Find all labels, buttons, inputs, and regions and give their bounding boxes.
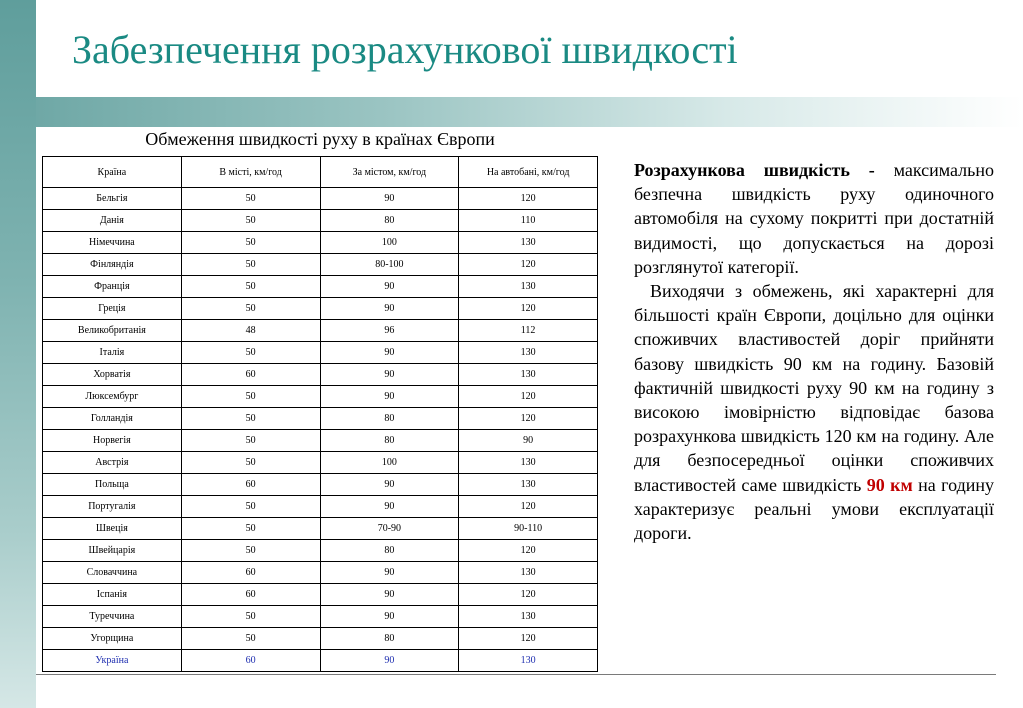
cell-city: 50 bbox=[181, 430, 320, 452]
cell-country: Фінляндія bbox=[43, 254, 182, 276]
header-autobahn: На автобані, км/год bbox=[459, 157, 598, 188]
cell-autobahn: 130 bbox=[459, 562, 598, 584]
bottom-divider bbox=[36, 674, 996, 675]
cell-outside-city: 90 bbox=[320, 584, 459, 606]
cell-city: 50 bbox=[181, 188, 320, 210]
table-row bbox=[43, 430, 598, 452]
cell-outside-city: 90 bbox=[320, 606, 459, 628]
cell-autobahn: 120 bbox=[459, 408, 598, 430]
cell-outside-city: 70-90 bbox=[320, 518, 459, 540]
cell-country: Люксембург bbox=[43, 386, 182, 408]
definition-paragraph bbox=[634, 158, 994, 279]
cell-country: Греція bbox=[43, 298, 182, 320]
cell-outside-city: 80-100 bbox=[320, 254, 459, 276]
title-gradient-band bbox=[36, 97, 1023, 127]
table-row bbox=[43, 584, 598, 606]
table-row bbox=[43, 606, 598, 628]
cell-outside-city: 90 bbox=[320, 474, 459, 496]
rationale-body-start: Виходячи з обмежень, які характерні для більшості країн Європи, доцільно для оцінки споживчих властивостей доріг прийняти базову швидкість 90 км на годину. Базовій фактичній швидкості руху 90 км на годину з високою імовірністю відповідає базова розрахункова швидкість 120 км на годину. Але для безпосередньої оцінки споживчих властивостей саме швидкість bbox=[634, 281, 994, 495]
cell-city: 50 bbox=[181, 276, 320, 298]
cell-outside-city: 100 bbox=[320, 452, 459, 474]
cell-city: 50 bbox=[181, 408, 320, 430]
table-row bbox=[43, 474, 598, 496]
cell-country: Австрія bbox=[43, 452, 182, 474]
table-row bbox=[43, 408, 598, 430]
cell-country: Хорватія bbox=[43, 364, 182, 386]
cell-city: 50 bbox=[181, 628, 320, 650]
cell-city: 50 bbox=[181, 452, 320, 474]
highlighted-speed: 90 км bbox=[866, 474, 913, 495]
table-row bbox=[43, 650, 598, 672]
cell-country: Словаччина bbox=[43, 562, 182, 584]
cell-city: 60 bbox=[181, 650, 320, 672]
cell-country: Швеція bbox=[43, 518, 182, 540]
speed-limits-table bbox=[42, 156, 598, 672]
cell-outside-city: 90 bbox=[320, 276, 459, 298]
cell-autobahn: 130 bbox=[459, 232, 598, 254]
cell-outside-city: 100 bbox=[320, 232, 459, 254]
cell-country: Норвегія bbox=[43, 430, 182, 452]
cell-country: Україна bbox=[43, 650, 182, 672]
cell-city: 48 bbox=[181, 320, 320, 342]
slide-title: Забезпечення розрахункової швидкості bbox=[72, 27, 738, 72]
cell-autobahn: 130 bbox=[459, 364, 598, 386]
cell-country: Швейцарія bbox=[43, 540, 182, 562]
cell-autobahn: 120 bbox=[459, 386, 598, 408]
table-row bbox=[43, 342, 598, 364]
cell-country: Бельгія bbox=[43, 188, 182, 210]
header-outside-city: За містом, км/год bbox=[320, 157, 459, 188]
cell-country: Іспанія bbox=[43, 584, 182, 606]
cell-autobahn: 130 bbox=[459, 650, 598, 672]
cell-city: 50 bbox=[181, 342, 320, 364]
cell-outside-city: 80 bbox=[320, 408, 459, 430]
cell-country: Франція bbox=[43, 276, 182, 298]
table-row bbox=[43, 210, 598, 232]
definition-body: максимально безпечна швидкість руху одиночного автомобіля на сухому покритті при достатній видимості, що допускається на дорозі розглянутої категорії. bbox=[634, 160, 994, 277]
table-caption: Обмеження швидкості руху в країнах Європи bbox=[145, 129, 495, 149]
cell-autobahn: 120 bbox=[459, 540, 598, 562]
cell-autobahn: 120 bbox=[459, 188, 598, 210]
cell-city: 50 bbox=[181, 232, 320, 254]
cell-autobahn: 110 bbox=[459, 210, 598, 232]
table-row bbox=[43, 540, 598, 562]
cell-city: 50 bbox=[181, 496, 320, 518]
table-row bbox=[43, 298, 598, 320]
table-header-row bbox=[43, 157, 598, 188]
table-row bbox=[43, 496, 598, 518]
header-country: Країна bbox=[43, 157, 182, 188]
cell-autobahn: 90-110 bbox=[459, 518, 598, 540]
cell-country: Португалія bbox=[43, 496, 182, 518]
table-row bbox=[43, 364, 598, 386]
table-row bbox=[43, 320, 598, 342]
cell-outside-city: 90 bbox=[320, 496, 459, 518]
cell-outside-city: 80 bbox=[320, 430, 459, 452]
table-body bbox=[43, 188, 598, 672]
cell-outside-city: 90 bbox=[320, 562, 459, 584]
cell-outside-city: 80 bbox=[320, 210, 459, 232]
cell-autobahn: 120 bbox=[459, 254, 598, 276]
table-row bbox=[43, 276, 598, 298]
cell-country: Німеччина bbox=[43, 232, 182, 254]
table-row bbox=[43, 452, 598, 474]
cell-city: 50 bbox=[181, 298, 320, 320]
cell-city: 50 bbox=[181, 518, 320, 540]
cell-city: 50 bbox=[181, 606, 320, 628]
cell-city: 50 bbox=[181, 386, 320, 408]
description-text bbox=[634, 158, 994, 545]
cell-outside-city: 90 bbox=[320, 650, 459, 672]
cell-city: 60 bbox=[181, 584, 320, 606]
table-row bbox=[43, 386, 598, 408]
cell-city: 50 bbox=[181, 540, 320, 562]
cell-autobahn: 120 bbox=[459, 584, 598, 606]
cell-autobahn: 120 bbox=[459, 298, 598, 320]
cell-city: 60 bbox=[181, 474, 320, 496]
cell-autobahn: 90 bbox=[459, 430, 598, 452]
cell-outside-city: 90 bbox=[320, 364, 459, 386]
cell-country: Польща bbox=[43, 474, 182, 496]
cell-outside-city: 80 bbox=[320, 628, 459, 650]
cell-country: Туреччина bbox=[43, 606, 182, 628]
cell-outside-city: 90 bbox=[320, 188, 459, 210]
table-row bbox=[43, 188, 598, 210]
cell-country: Данія bbox=[43, 210, 182, 232]
table-row bbox=[43, 232, 598, 254]
cell-outside-city: 80 bbox=[320, 540, 459, 562]
cell-city: 60 bbox=[181, 562, 320, 584]
rationale-body-end: на годину характеризує реальні умови експлуатації дороги. bbox=[634, 474, 995, 544]
cell-country: Голландія bbox=[43, 408, 182, 430]
cell-autobahn: 130 bbox=[459, 452, 598, 474]
cell-country: Італія bbox=[43, 342, 182, 364]
cell-country: Великобританія bbox=[43, 320, 182, 342]
table-row bbox=[43, 562, 598, 584]
cell-autobahn: 130 bbox=[459, 276, 598, 298]
cell-outside-city: 90 bbox=[320, 298, 459, 320]
cell-city: 50 bbox=[181, 210, 320, 232]
cell-city: 60 bbox=[181, 364, 320, 386]
table-row bbox=[43, 254, 598, 276]
cell-autobahn: 120 bbox=[459, 628, 598, 650]
cell-autobahn: 112 bbox=[459, 320, 598, 342]
cell-outside-city: 96 bbox=[320, 320, 459, 342]
cell-city: 50 bbox=[181, 254, 320, 276]
cell-autobahn: 120 bbox=[459, 496, 598, 518]
cell-country: Угорщина bbox=[43, 628, 182, 650]
definition-term: Розрахункова швидкість - bbox=[634, 160, 875, 180]
rationale-paragraph bbox=[634, 279, 994, 545]
header-city: В місті, км/год bbox=[181, 157, 320, 188]
cell-outside-city: 90 bbox=[320, 386, 459, 408]
table-row bbox=[43, 518, 598, 540]
cell-autobahn: 130 bbox=[459, 606, 598, 628]
cell-outside-city: 90 bbox=[320, 342, 459, 364]
cell-autobahn: 130 bbox=[459, 474, 598, 496]
table-row bbox=[43, 628, 598, 650]
cell-autobahn: 130 bbox=[459, 342, 598, 364]
left-accent-bar bbox=[0, 0, 36, 708]
